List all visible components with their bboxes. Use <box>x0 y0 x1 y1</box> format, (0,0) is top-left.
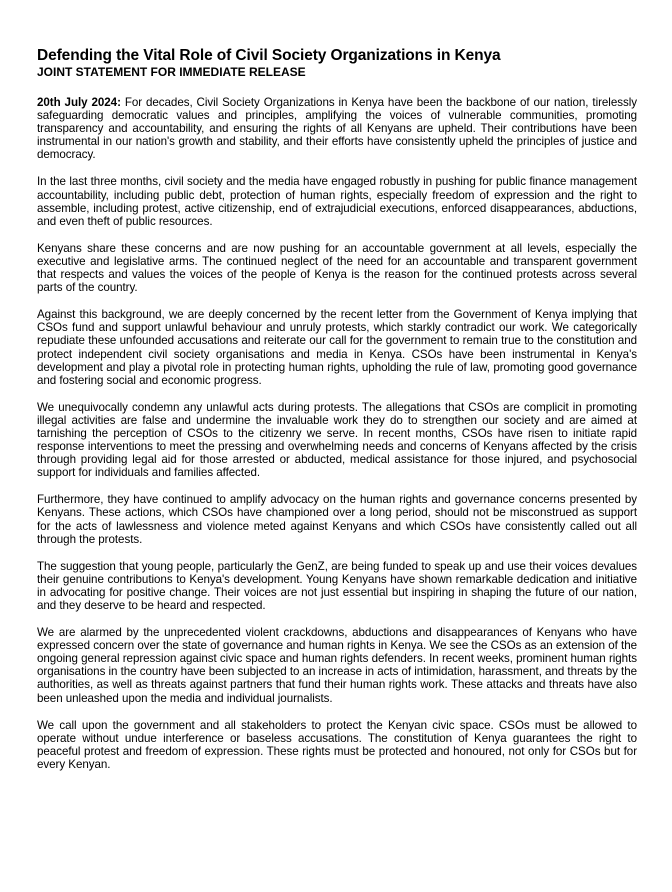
paragraph-intro-text: For decades, Civil Society Organizations in Kenya have been the backbone of our nation, tirelessly safeguarding democratic values and principles, amplifying the voices of vulnerable communities, promoting transparency and accountability, and ensuring the rights of all Kenyans are upheld. Their contributions have been instrumental in our nation's growth and stability, and their efforts have consistently upheld the principles of justice and democracy. <box>37 96 637 162</box>
paragraph-9: We call upon the government and all stakeholders to protect the Kenyan civic space. CSOs must be allowed to operate without undue interference or baseless accusations. The constitution of Kenya guarantees the right to peaceful protest and freedom of expression. These rights must be protected and honoured, not only for CSOs but for every Kenyan. <box>37 718 637 771</box>
paragraph-3: Kenyans share these concerns and are now pushing for an accountable government at all levels, especially the executive and legislative arms. The continued neglect of the need for an accountable and transparent government that respects and values the voices of the people of Kenya is the reason for the continued protests across several parts of the country. <box>37 241 637 295</box>
paragraph-2: In the last three months, civil society and the media have engaged robustly in pushing for public finance management accountability, including public debt, protection of human rights, especially freedom of expression and the right to assemble, including protest, active citizenship, end of extrajudicial executions, enforced disappearances, abductions, and even theft of public resources. <box>37 175 637 228</box>
paragraph-7: The suggestion that young people, particularly the GenZ, are being funded to speak up and use their voices devalues their genuine contributions to Kenya's development. Young Kenyans have shown remarkable dedication and initiative in advocating for positive change. Their voices are not just essential but inspiring in shaping the future of our nation, and they deserve to be heard and respected. <box>37 559 637 612</box>
document-title: Defending the Vital Role of Civil Society Organizations in Kenya <box>37 47 501 64</box>
document-page <box>37 47 637 785</box>
release-date: 20th July 2024: <box>37 96 121 109</box>
paragraph-5: We unequivocally condemn any unlawful acts during protests. The allegations that CSOs are complicit in promoting illegal activities are false and undermine the invaluable work they do to strengthen our society and are aimed at tarnishing the perception of CSOs to the citizenry we serve. In recent months, CSOs have risen to initiate rapid response interventions to meet the pressing and overwhelming needs and concerns of Kenyans affected by the crisis through providing legal aid for those arrested or abducted, medical assistance for those injured, and psychosocial support for individuals and families affected. <box>37 400 637 480</box>
paragraph-intro <box>37 96 637 161</box>
paragraph-4: Against this background, we are deeply concerned by the recent letter from the Government of Kenya implying that CSOs fund and support unlawful behaviour and unruly protests, which starkly contradict our work. We categorically repudiate these unfounded accusations and reiterate our call for the government to remain true to the constitution and protect independent civil society organisations and media in Kenya. CSOs have been instrumental in Kenya's development and play a pivotal role in protecting human rights, upholding the rule of law, promoting good governance and fostering social and economic progress. <box>37 308 637 387</box>
paragraph-6: Furthermore, they have continued to amplify advocacy on the human rights and governance concerns presented by Kenyans. These actions, which CSOs have championed over a long period, should not be misconstrued as support for the acts of lawlessness and violence meted against Kenyans and which CSOs have consistently called out all through the protests. <box>37 493 637 546</box>
document-subtitle: JOINT STATEMENT FOR IMMEDIATE RELEASE <box>37 65 306 79</box>
paragraph-8: We are alarmed by the unprecedented violent crackdowns, abductions and disappearances of Kenyans who have expressed concern over the state of governance and human rights in Kenya. We see the CSOs as an extension of the ongoing general repression against civic space and human rights defenders. In recent weeks, prominent human rights organisations in the country have been subjected to an increase in acts of intimidation, harassment, and threats by the authorities, as well as threats against partners that fund their human rights work. These attacks and threats have also been unleashed upon the media and individual journalists. <box>37 626 637 705</box>
